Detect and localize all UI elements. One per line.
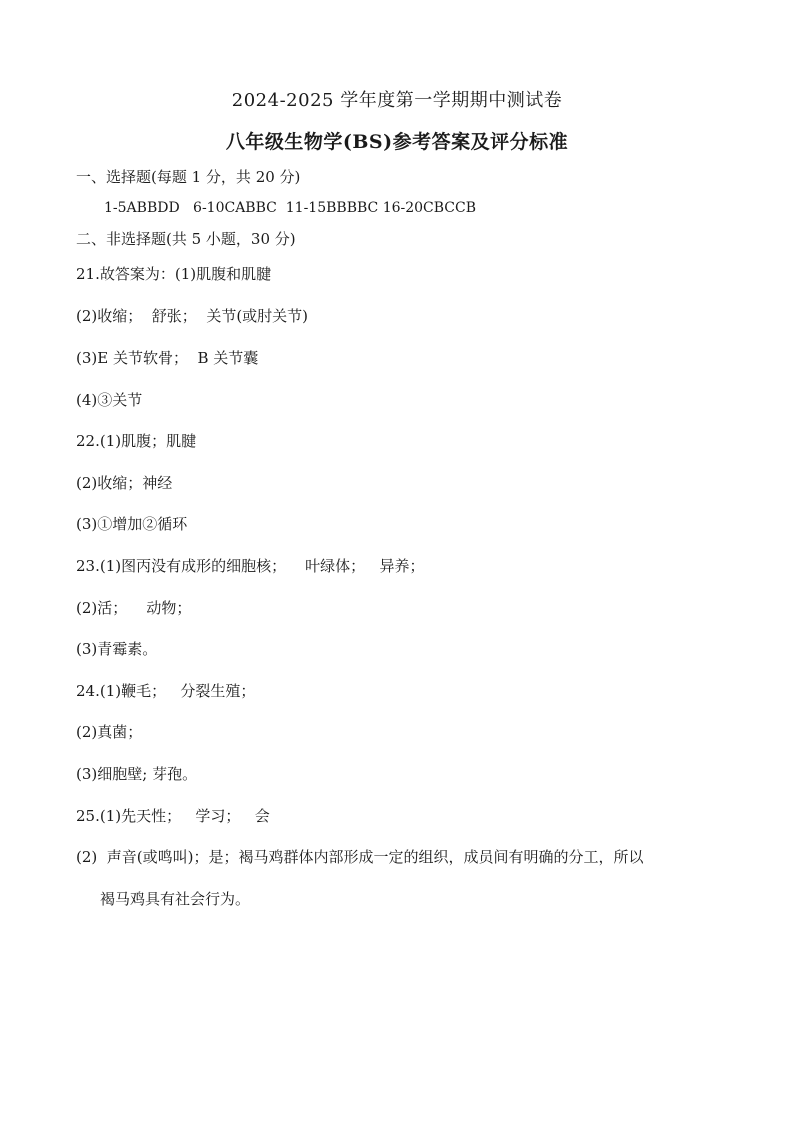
q24-answer-1: 24.(1)鞭毛； 分裂生殖； [76, 682, 256, 700]
q21-answer-3: (3)E 关节软骨； B 关节囊 [76, 349, 259, 367]
q25-answer-2: (2) 声音(或鸣叫)；是；褐马鸡群体内部形成一定的组织，成员间有明确的分工，所以 [76, 848, 644, 866]
q25-answer-1: 25.(1)先天性； 学习； 会 [76, 807, 270, 825]
q23-answer-2: (2)活； 动物； [76, 599, 192, 617]
section2-heading: 二、非选择题(共 5 小题，30 分) [76, 230, 296, 248]
q21-answer-4: (4)③关节 [76, 391, 143, 409]
q21-answer-2: (2)收缩； 舒张； 关节(或肘关节) [76, 307, 309, 325]
q23-answer-3: (3)青霉素。 [76, 640, 158, 658]
q24-answer-3: (3)细胞壁; 芽孢。 [76, 765, 198, 783]
exam-title: 2024-2025 学年度第一学期期中测试卷 [231, 90, 563, 111]
q22-answer-3: (3)①增加②循环 [76, 515, 188, 533]
q25-answer-2-continued: 褐马鸡具有社会行为。 [100, 890, 251, 908]
section1-answers: 1-5ABBDD 6-10CABBC 11-15BBBBC 16-20CBCCB [104, 200, 477, 216]
q22-answer-1: 22.(1)肌腹；肌腱 [76, 432, 197, 450]
q23-answer-1: 23.(1)图丙没有成形的细胞核； 叶绿体； 异养； [76, 557, 425, 575]
q24-answer-2: (2)真菌； [76, 723, 143, 741]
answer-key-title: 八年级生物学(BS)参考答案及评分标准 [225, 131, 569, 153]
section1-heading: 一、选择题(每题 1 分，共 20 分) [76, 168, 301, 186]
q22-answer-2: (2)收缩；神经 [76, 474, 173, 492]
q21-answer-1: 21.故答案为：(1)肌腹和肌腱 [76, 265, 272, 283]
